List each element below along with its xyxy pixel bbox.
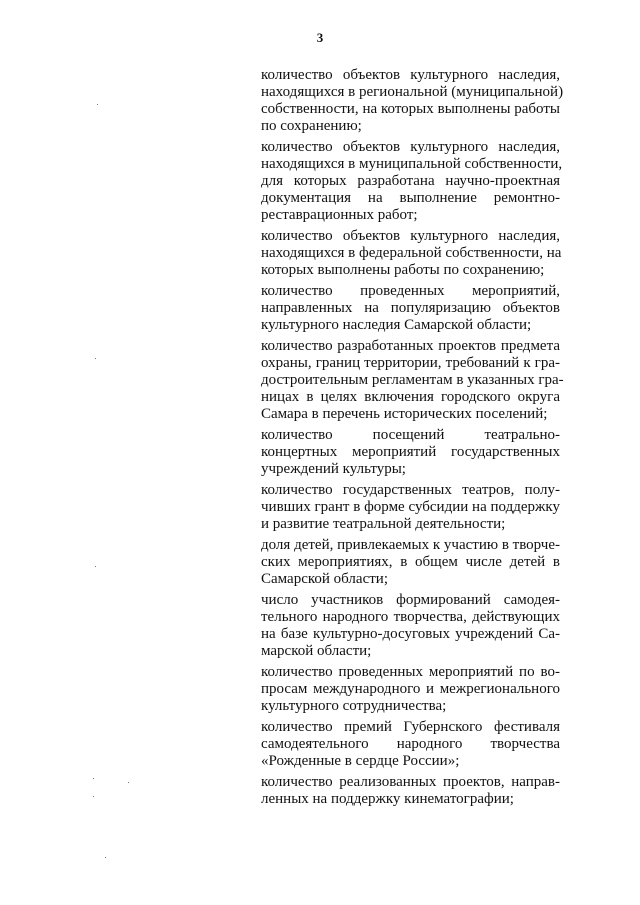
list-item-paragraph [261, 774, 560, 808]
text-line: находящихся в федеральной собственности, на [261, 245, 562, 261]
text-line: для которых разработана научно-проектная [261, 173, 560, 189]
scan-speck [93, 796, 94, 797]
text-line: документация на выполнение ремонтно- [261, 190, 560, 206]
list-item-paragraph [261, 139, 563, 224]
text-line: культурного сотрудничества; [261, 698, 447, 714]
text-line: ленных на поддержку кинематографии; [261, 791, 514, 807]
text-line: Самара в перечень исторических поселений; [261, 406, 548, 422]
text-line: реставрационных работ; [261, 207, 418, 223]
list-item-paragraph [261, 719, 560, 770]
list-item-paragraph [261, 338, 564, 423]
text-line: количество премий Губернского фестиваля [261, 719, 560, 735]
text-line: марской области; [261, 643, 372, 659]
text-line: чивших грант в форме субсидии на поддержку [261, 499, 560, 515]
scan-speck [95, 566, 96, 567]
text-line: ских мероприятиях, в общем числе детей в [261, 554, 560, 570]
text-line: культурного наследия Самарской области; [261, 317, 532, 333]
scan-speck [97, 104, 98, 105]
list-item-paragraph [261, 592, 560, 660]
text-line: самодеятельного народного творчества [261, 736, 560, 752]
text-line: количество проведенных мероприятий по во- [261, 664, 560, 680]
text-line: находящихся в муниципальной собственности, [261, 156, 563, 172]
text-line: и развитие театральной деятельности; [261, 516, 506, 532]
text-line: концертных мероприятий государственных [261, 444, 560, 460]
page-number: 3 [316, 30, 324, 45]
list-item-paragraph [261, 283, 560, 334]
text-line: количество объектов культурного наследия, [261, 139, 560, 155]
list-item-paragraph [261, 664, 560, 715]
text-line: количество реализованных проектов, направ- [261, 774, 560, 790]
text-line: учреждений культуры; [261, 461, 406, 477]
text-line: число участников формирований самодея- [261, 592, 560, 608]
text-line: на базе культурно-досуговых учреждений Са- [261, 626, 560, 642]
text-line: количество проведенных мероприятий, [261, 283, 560, 299]
text-line: количество разработанных проектов предмета [261, 338, 560, 354]
document-body [261, 67, 564, 812]
text-line: количество государственных театров, полу- [261, 482, 560, 498]
text-line: по сохранению; [261, 118, 362, 134]
text-line: достроительным регламентам в указанных гра- [261, 372, 564, 388]
list-item-paragraph [261, 67, 564, 135]
scan-speck [95, 358, 96, 359]
text-line: направленных на популяризацию объектов [261, 300, 560, 316]
list-item-paragraph [261, 482, 560, 533]
list-item-paragraph [261, 228, 560, 279]
text-line: тельного народного творчества, действующих [261, 609, 560, 625]
text-line: доля детей, привлекаемых к участию в творче- [261, 537, 561, 553]
scan-speck [93, 778, 94, 779]
scan-speck [105, 857, 106, 858]
list-item-paragraph [261, 427, 560, 478]
text-line: Самарской области; [261, 571, 388, 587]
list-item-paragraph [261, 537, 560, 588]
text-line: просам международного и межрегионального [261, 681, 560, 697]
text-line: количество посещений театрально- [261, 427, 560, 443]
text-line: собственности, на которых выполнены работы [261, 101, 560, 117]
text-line: количество объектов культурного наследия, [261, 67, 560, 83]
text-line: находящихся в региональной (муниципальной) [261, 84, 564, 100]
text-line: «Рожденные в сердце России»; [261, 753, 460, 769]
scan-speck [128, 782, 129, 783]
text-line: ницах в целях включения городского округа [261, 389, 560, 405]
text-line: которых выполнены работы по сохранению; [261, 262, 545, 278]
text-line: количество объектов культурного наследия, [261, 228, 560, 244]
text-line: охраны, границ территории, требований к гра- [261, 355, 560, 371]
